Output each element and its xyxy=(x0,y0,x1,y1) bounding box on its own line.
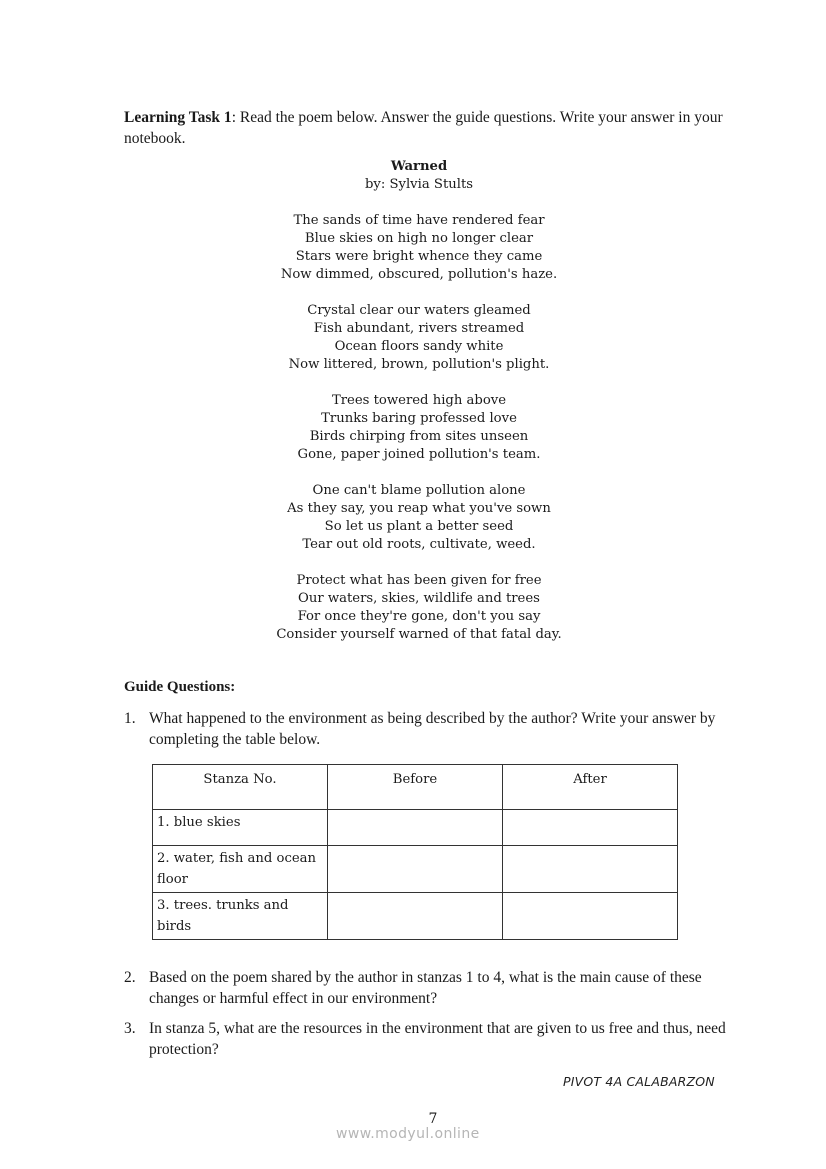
poem-line: Trees towered high above xyxy=(331,393,507,408)
guide-question-2 xyxy=(124,967,744,1009)
question-number: 1. xyxy=(124,710,136,727)
task-text: : Read the poem below. Answer the guide questions. Write your answer in your notebook. xyxy=(124,109,723,147)
poem-line: Blue skies on high no longer clear xyxy=(304,231,534,246)
after-cell xyxy=(503,810,678,846)
poem-line: The sands of time have rendered fear xyxy=(293,213,545,228)
poem-line: Protect what has been given for free xyxy=(296,573,542,588)
poem-line: Now littered, brown, pollution's plight. xyxy=(288,357,550,372)
poem-line: Tear out old roots, cultivate, weed. xyxy=(302,537,536,552)
guide-question-1 xyxy=(124,708,744,750)
guide-questions-heading: Guide Questions: xyxy=(124,679,236,695)
poem-line: As they say, you reap what you've sown xyxy=(287,501,551,516)
poem-line: Stars were bright whence they came xyxy=(295,249,543,264)
poem-line: Crystal clear our waters gleamed xyxy=(307,303,531,318)
poem-stanza-2 xyxy=(0,302,826,374)
table-row xyxy=(153,810,678,846)
poem-line: For once they're gone, don't you say xyxy=(297,609,541,624)
stanza-cell: 2. water, fish and ocean floor xyxy=(153,846,328,893)
poem-line: Trunks baring professed love xyxy=(321,411,517,426)
stanza-comparison-table xyxy=(152,764,678,940)
poem-title: Warned xyxy=(390,159,448,174)
task-label: Learning Task 1 xyxy=(124,109,232,126)
poem xyxy=(0,158,826,644)
column-header-before: Before xyxy=(328,765,503,810)
question-number: 2. xyxy=(124,969,136,986)
poem-stanza-1 xyxy=(0,212,826,284)
poem-line: One can't blame pollution alone xyxy=(312,483,526,498)
poem-line: So let us plant a better seed xyxy=(324,519,514,534)
poem-line: Now dimmed, obscured, pollution's haze. xyxy=(280,267,558,282)
poem-line: Our waters, skies, wildlife and trees xyxy=(298,591,540,606)
poem-line: Fish abundant, rivers streamed xyxy=(313,321,525,336)
before-cell xyxy=(328,810,503,846)
poem-stanza-5 xyxy=(0,572,826,644)
question-text: What happened to the environment as being described by the author? Write your answer by completing the table below. xyxy=(149,710,716,748)
poem-line: Gone, paper joined pollution's team. xyxy=(297,447,541,462)
poem-line: Birds chirping from sites unseen xyxy=(309,429,529,444)
poem-author: by: Sylvia Stults xyxy=(364,177,474,192)
question-text: In stanza 5, what are the resources in the environment that are given to us free and thus, need protection? xyxy=(149,1020,726,1058)
page-number: 7 xyxy=(428,1111,438,1127)
poem-stanza-4 xyxy=(0,482,826,554)
before-cell xyxy=(328,893,503,940)
question-number: 3. xyxy=(124,1020,136,1037)
after-cell xyxy=(503,846,678,893)
poem-line: Ocean floors sandy white xyxy=(334,339,504,354)
poem-stanza-3 xyxy=(0,392,826,464)
after-cell xyxy=(503,893,678,940)
column-header-stanza: Stanza No. xyxy=(153,765,328,810)
table-row xyxy=(153,893,678,940)
question-text: Based on the poem shared by the author in stanzas 1 to 4, what is the main cause of these changes or harmful effect in our environment? xyxy=(149,969,702,1007)
guide-question-3 xyxy=(124,1018,744,1060)
poem-line: Consider yourself warned of that fatal day. xyxy=(276,627,562,642)
stanza-cell: 3. trees. trunks and birds xyxy=(153,893,328,940)
footer-brand: PIVOT 4A CALABARZON xyxy=(563,1074,715,1089)
stanza-cell: 1. blue skies xyxy=(153,810,328,846)
table-row xyxy=(153,846,678,893)
table-header-row xyxy=(153,765,678,810)
column-header-after: After xyxy=(503,765,678,810)
learning-task-instructions xyxy=(124,107,749,149)
watermark-link: www.modyul.online xyxy=(336,1126,480,1142)
before-cell xyxy=(328,846,503,893)
